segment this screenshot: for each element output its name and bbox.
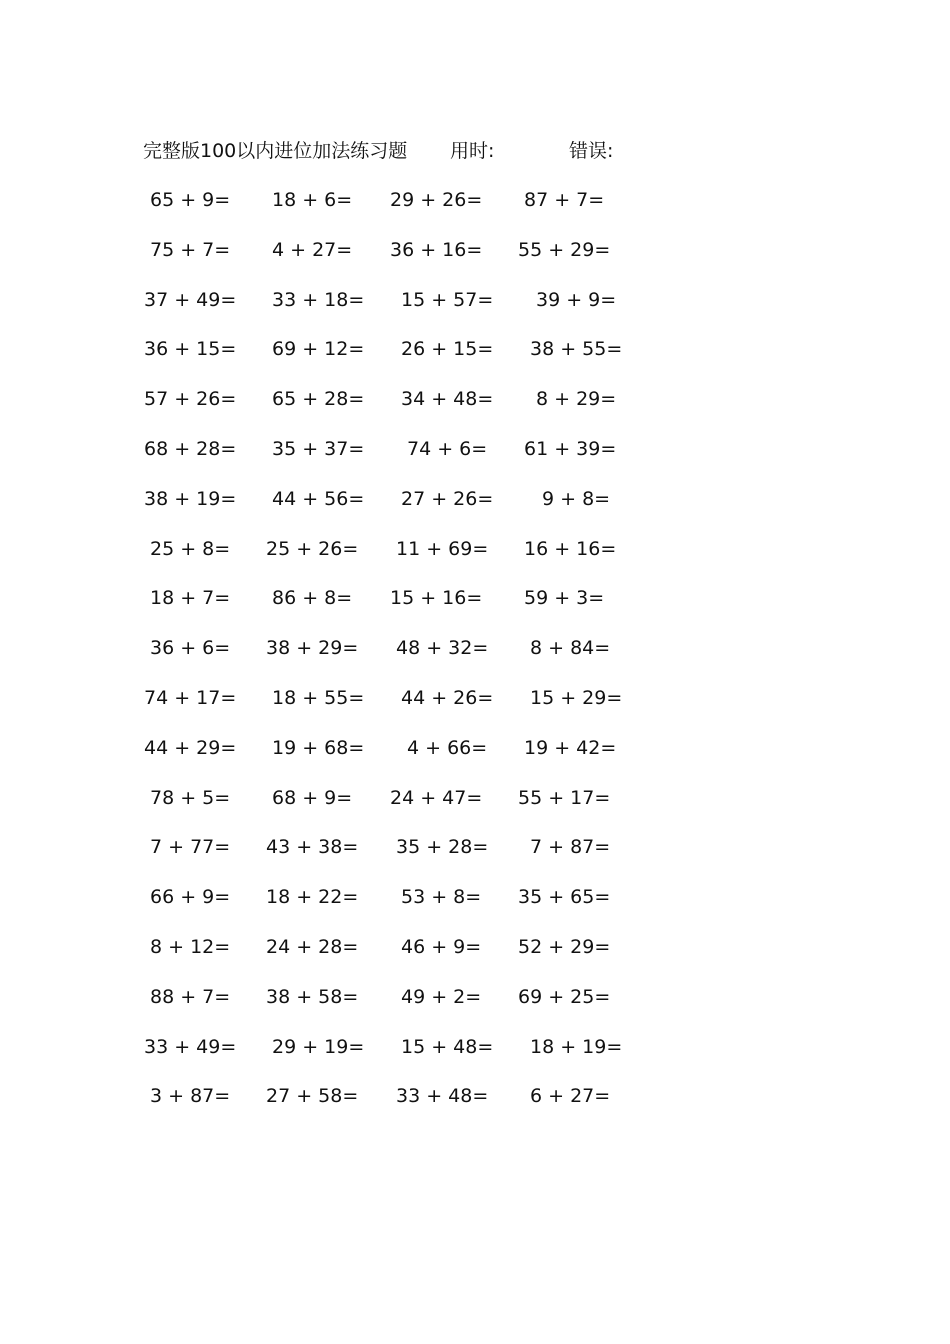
time-label: 用时: bbox=[450, 140, 495, 162]
problem-grid bbox=[0, 185, 950, 1131]
error-label: 错误: bbox=[569, 140, 614, 162]
problem-row bbox=[0, 783, 950, 833]
problem-row bbox=[0, 484, 950, 534]
problem-row bbox=[0, 832, 950, 882]
addition-problem: 74 + 6= bbox=[407, 437, 488, 460]
addition-problem: 3 + 87= bbox=[150, 1085, 231, 1108]
addition-problem: 49 + 2= bbox=[401, 985, 482, 1008]
addition-problem: 16 + 16= bbox=[524, 537, 617, 560]
addition-problem: 33 + 18= bbox=[272, 288, 365, 311]
addition-problem: 65 + 28= bbox=[272, 388, 365, 411]
addition-problem: 38 + 29= bbox=[266, 637, 359, 660]
addition-problem: 35 + 28= bbox=[396, 836, 489, 859]
addition-problem: 7 + 87= bbox=[530, 836, 611, 859]
addition-problem: 8 + 12= bbox=[150, 935, 231, 958]
problem-row bbox=[0, 185, 950, 235]
addition-problem: 37 + 49= bbox=[144, 288, 237, 311]
addition-problem: 26 + 15= bbox=[401, 338, 494, 361]
problem-row bbox=[0, 1081, 950, 1131]
addition-problem: 9 + 8= bbox=[542, 487, 611, 510]
addition-problem: 19 + 42= bbox=[524, 736, 617, 759]
addition-problem: 36 + 15= bbox=[144, 338, 237, 361]
problem-row bbox=[0, 434, 950, 484]
addition-problem: 4 + 27= bbox=[272, 238, 353, 261]
problem-row bbox=[0, 534, 950, 584]
addition-problem: 78 + 5= bbox=[150, 786, 231, 809]
addition-problem: 33 + 48= bbox=[396, 1085, 489, 1108]
problem-row bbox=[0, 633, 950, 683]
addition-problem: 6 + 27= bbox=[530, 1085, 611, 1108]
addition-problem: 38 + 55= bbox=[530, 338, 623, 361]
addition-problem: 34 + 48= bbox=[401, 388, 494, 411]
addition-problem: 55 + 17= bbox=[518, 786, 611, 809]
addition-problem: 46 + 9= bbox=[401, 935, 482, 958]
addition-problem: 36 + 16= bbox=[390, 238, 483, 261]
addition-problem: 55 + 29= bbox=[518, 238, 611, 261]
addition-problem: 53 + 8= bbox=[401, 886, 482, 909]
addition-problem: 8 + 29= bbox=[536, 388, 617, 411]
problem-row bbox=[0, 683, 950, 733]
addition-problem: 57 + 26= bbox=[144, 388, 237, 411]
addition-problem: 18 + 19= bbox=[530, 1035, 623, 1058]
addition-problem: 75 + 7= bbox=[150, 238, 231, 261]
addition-problem: 15 + 16= bbox=[390, 587, 483, 610]
addition-problem: 15 + 29= bbox=[530, 686, 623, 709]
addition-problem: 38 + 58= bbox=[266, 985, 359, 1008]
addition-problem: 8 + 84= bbox=[530, 637, 611, 660]
addition-problem: 11 + 69= bbox=[396, 537, 489, 560]
addition-problem: 87 + 7= bbox=[524, 189, 605, 211]
addition-problem: 44 + 56= bbox=[272, 487, 365, 510]
addition-problem: 18 + 55= bbox=[272, 686, 365, 709]
problem-row bbox=[0, 235, 950, 285]
addition-problem: 52 + 29= bbox=[518, 935, 611, 958]
addition-problem: 27 + 58= bbox=[266, 1085, 359, 1108]
addition-problem: 18 + 22= bbox=[266, 886, 359, 909]
problem-row bbox=[0, 1032, 950, 1082]
addition-problem: 39 + 9= bbox=[536, 288, 617, 311]
addition-problem: 66 + 9= bbox=[150, 886, 231, 909]
worksheet-title: 完整版100以内进位加法练习题 bbox=[143, 140, 408, 162]
problem-row bbox=[0, 982, 950, 1032]
addition-problem: 36 + 6= bbox=[150, 637, 231, 660]
addition-problem: 65 + 9= bbox=[150, 189, 231, 211]
addition-problem: 68 + 9= bbox=[272, 786, 353, 809]
addition-problem: 7 + 77= bbox=[150, 836, 231, 859]
addition-problem: 15 + 57= bbox=[401, 288, 494, 311]
addition-problem: 15 + 48= bbox=[401, 1035, 494, 1058]
problem-row bbox=[0, 932, 950, 982]
addition-problem: 69 + 25= bbox=[518, 985, 611, 1008]
addition-problem: 48 + 32= bbox=[396, 637, 489, 660]
problem-row bbox=[0, 733, 950, 783]
addition-problem: 27 + 26= bbox=[401, 487, 494, 510]
problem-row bbox=[0, 583, 950, 633]
addition-problem: 35 + 65= bbox=[518, 886, 611, 909]
addition-problem: 35 + 37= bbox=[272, 437, 365, 460]
problem-row bbox=[0, 285, 950, 335]
addition-problem: 59 + 3= bbox=[524, 587, 605, 610]
addition-problem: 25 + 26= bbox=[266, 537, 359, 560]
addition-problem: 19 + 68= bbox=[272, 736, 365, 759]
problem-row bbox=[0, 882, 950, 932]
addition-problem: 69 + 12= bbox=[272, 338, 365, 361]
addition-problem: 88 + 7= bbox=[150, 985, 231, 1008]
addition-problem: 25 + 8= bbox=[150, 537, 231, 560]
addition-problem: 43 + 38= bbox=[266, 836, 359, 859]
addition-problem: 24 + 47= bbox=[390, 786, 483, 809]
addition-problem: 44 + 26= bbox=[401, 686, 494, 709]
addition-problem: 86 + 8= bbox=[272, 587, 353, 610]
addition-problem: 68 + 28= bbox=[144, 437, 237, 460]
addition-problem: 4 + 66= bbox=[407, 736, 488, 759]
addition-problem: 24 + 28= bbox=[266, 935, 359, 958]
addition-problem: 18 + 6= bbox=[272, 189, 353, 211]
addition-problem: 44 + 29= bbox=[144, 736, 237, 759]
problem-row bbox=[0, 334, 950, 384]
addition-problem: 38 + 19= bbox=[144, 487, 237, 510]
addition-problem: 29 + 26= bbox=[390, 189, 483, 211]
addition-problem: 29 + 19= bbox=[272, 1035, 365, 1058]
addition-problem: 74 + 17= bbox=[144, 686, 237, 709]
addition-problem: 18 + 7= bbox=[150, 587, 231, 610]
addition-problem: 33 + 49= bbox=[144, 1035, 237, 1058]
addition-problem: 61 + 39= bbox=[524, 437, 617, 460]
problem-row bbox=[0, 384, 950, 434]
